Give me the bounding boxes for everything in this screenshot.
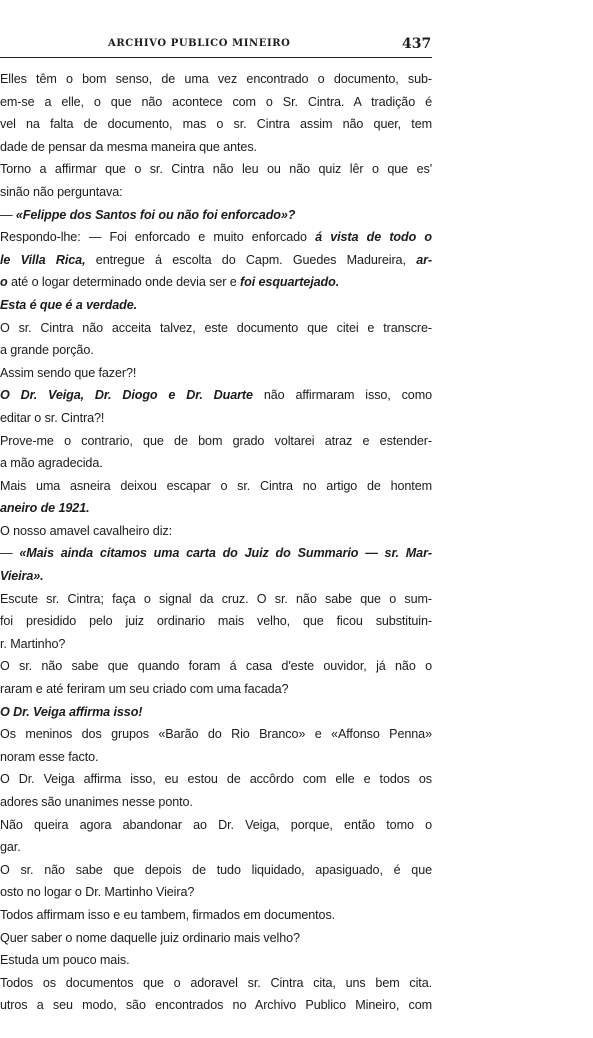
text-line [0, 746, 432, 769]
text-line [0, 542, 432, 565]
page-number: 437 [402, 36, 432, 52]
text-line [0, 226, 432, 249]
text-line [0, 701, 432, 724]
text-line [0, 723, 432, 746]
text-segment: raram e até feriram um seu criado com uma facada? [0, 682, 289, 697]
text-line [0, 520, 432, 543]
italic-text-segment: le Villa Rica, [0, 252, 86, 267]
italic-text-segment: «Felippe dos Santos foi ou não foi enforcado»? [15, 207, 296, 222]
page-text [0, 68, 432, 1017]
text-line [0, 972, 432, 995]
text-line [0, 927, 432, 950]
text-segment: não affirmaram isso, como [252, 388, 432, 403]
text-line [0, 362, 432, 385]
text-line [0, 859, 432, 882]
text-line [0, 407, 432, 430]
text-line [0, 633, 432, 656]
italic-text-segment: Esta é que é a verdade. [0, 297, 138, 312]
italic-text-segment: o [0, 275, 8, 290]
text-segment: Todos affirmam isso e eu tambem, firmados em documentos. [0, 907, 336, 922]
text-line [0, 91, 432, 114]
text-segment: Estuda um pouco mais. [0, 953, 130, 968]
text-segment: dade de pensar da mesma maneira que antes. [0, 139, 257, 154]
text-line [0, 294, 432, 317]
header-rule [0, 57, 432, 58]
text-segment: r. Martinho? [0, 636, 66, 651]
text-segment: O nosso amavel cavalheiro diz: [0, 523, 172, 538]
text-line [0, 881, 432, 904]
text-line [0, 768, 432, 791]
text-segment: sinão não perguntava: [0, 184, 123, 199]
text-line [0, 565, 432, 588]
running-header [0, 36, 440, 58]
text-line [0, 497, 432, 520]
text-segment: gar. [0, 840, 21, 855]
text-segment: Respondo-lhe: — Foi enforcado e muito enforcado [0, 230, 316, 245]
text-line [0, 271, 432, 294]
text-line [0, 994, 432, 1017]
text-line [0, 475, 432, 498]
text-line [0, 158, 432, 181]
text-segment: Prove-me o contrario, que de bom grado voltarei atraz e estender- [0, 433, 432, 448]
text-line [0, 181, 432, 204]
text-segment: O sr. não sabe que depois de tudo liquidado, apasiguado, é que [0, 862, 432, 877]
text-segment: editar o sr. Cintra?! [0, 410, 105, 425]
running-title: ARCHIVO PUBLICO MINEIRO [108, 38, 291, 49]
text-line [0, 836, 432, 859]
text-line [0, 113, 432, 136]
text-line [0, 204, 432, 227]
text-segment: vel na falta de documento, mas o sr. Cintra assim não quer, tem [0, 117, 432, 132]
text-line [0, 610, 432, 633]
text-segment: entregue á escolta do Capm. Guedes Madureira, [85, 252, 417, 267]
text-segment: a mão agradecida. [0, 456, 103, 471]
text-segment: utros a seu modo, são encontrados no Archivo Publico Mineiro, com [0, 998, 432, 1013]
italic-text-segment: aneiro de 1921. [0, 501, 90, 516]
text-line [0, 678, 432, 701]
text-line [0, 384, 432, 407]
text-segment: Quer saber o nome daquelle juiz ordinario mais velho? [0, 930, 300, 945]
text-segment: Elles têm o bom senso, de uma vez encontrado o documento, sub- [0, 72, 432, 86]
text-segment: Os meninos dos grupos «Barão do Rio Branco» e «Affonso Penna» [0, 727, 432, 742]
text-line [0, 68, 432, 91]
text-segment: Mais uma asneira deixou escapar o sr. Cintra no artigo de hontem [0, 478, 432, 493]
text-line [0, 655, 432, 678]
text-segment: Não queira agora abandonar ao Dr. Veiga, porque, então tomo o [0, 817, 432, 832]
text-segment: foi presidido pelo juiz ordinario mais velho, que ficou substituin- [0, 614, 432, 629]
text-segment: — [0, 207, 16, 222]
text-line [0, 249, 432, 272]
text-line [0, 452, 432, 475]
text-segment: osto no logar o Dr. Martinho Vieira? [0, 885, 195, 900]
text-segment: O Dr. Veiga affirma isso, eu estou de accôrdo com elle e todos os [0, 772, 432, 787]
text-segment: O sr. Cintra não acceita talvez, este documento que citei e transcre- [0, 320, 432, 335]
text-line [0, 317, 432, 340]
text-segment: Todos os documentos que o adoravel sr. Cintra cita, uns bem cita. [0, 975, 432, 990]
italic-text-segment: á vista de todo o [315, 230, 432, 245]
italic-text-segment: O Dr. Veiga affirma isso! [0, 704, 143, 719]
text-line [0, 588, 432, 611]
text-segment: noram esse facto. [0, 749, 99, 764]
italic-text-segment: foi esquartejado. [240, 275, 340, 290]
text-line [0, 791, 432, 814]
text-segment: adores são unanimes nesse ponto. [0, 795, 193, 809]
text-segment: O sr. não sabe que quando foram á casa d'este ouvidor, já não o [0, 659, 432, 674]
italic-text-segment: ar- [416, 252, 432, 267]
text-segment: Assim sendo que fazer?! [0, 365, 137, 380]
text-line [0, 949, 432, 972]
text-line [0, 136, 432, 159]
text-segment: em-se a elle, o que não acontece com o Sr. Cintra. A tradição é [0, 94, 432, 109]
text-segment: a grande porção. [0, 343, 94, 358]
italic-text-segment: «Mais ainda citamos uma carta do Juiz do Summario — sr. Mar- [19, 546, 432, 561]
italic-text-segment: Vieira». [0, 569, 44, 584]
text-line [0, 814, 432, 837]
text-line [0, 430, 432, 453]
text-line [0, 339, 432, 362]
italic-text-segment: O Dr. Veiga, Dr. Diogo e Dr. Duarte [0, 388, 253, 403]
text-segment: Escute sr. Cintra; faça o signal da cruz. O sr. não sabe que o sum- [0, 591, 432, 606]
text-segment: até o logar determinado onde devia ser e [7, 275, 241, 290]
text-line [0, 904, 432, 927]
text-segment: — [0, 546, 20, 561]
text-segment: Torno a affirmar que o sr. Cintra não leu ou não quiz lêr o que es' [0, 162, 432, 177]
